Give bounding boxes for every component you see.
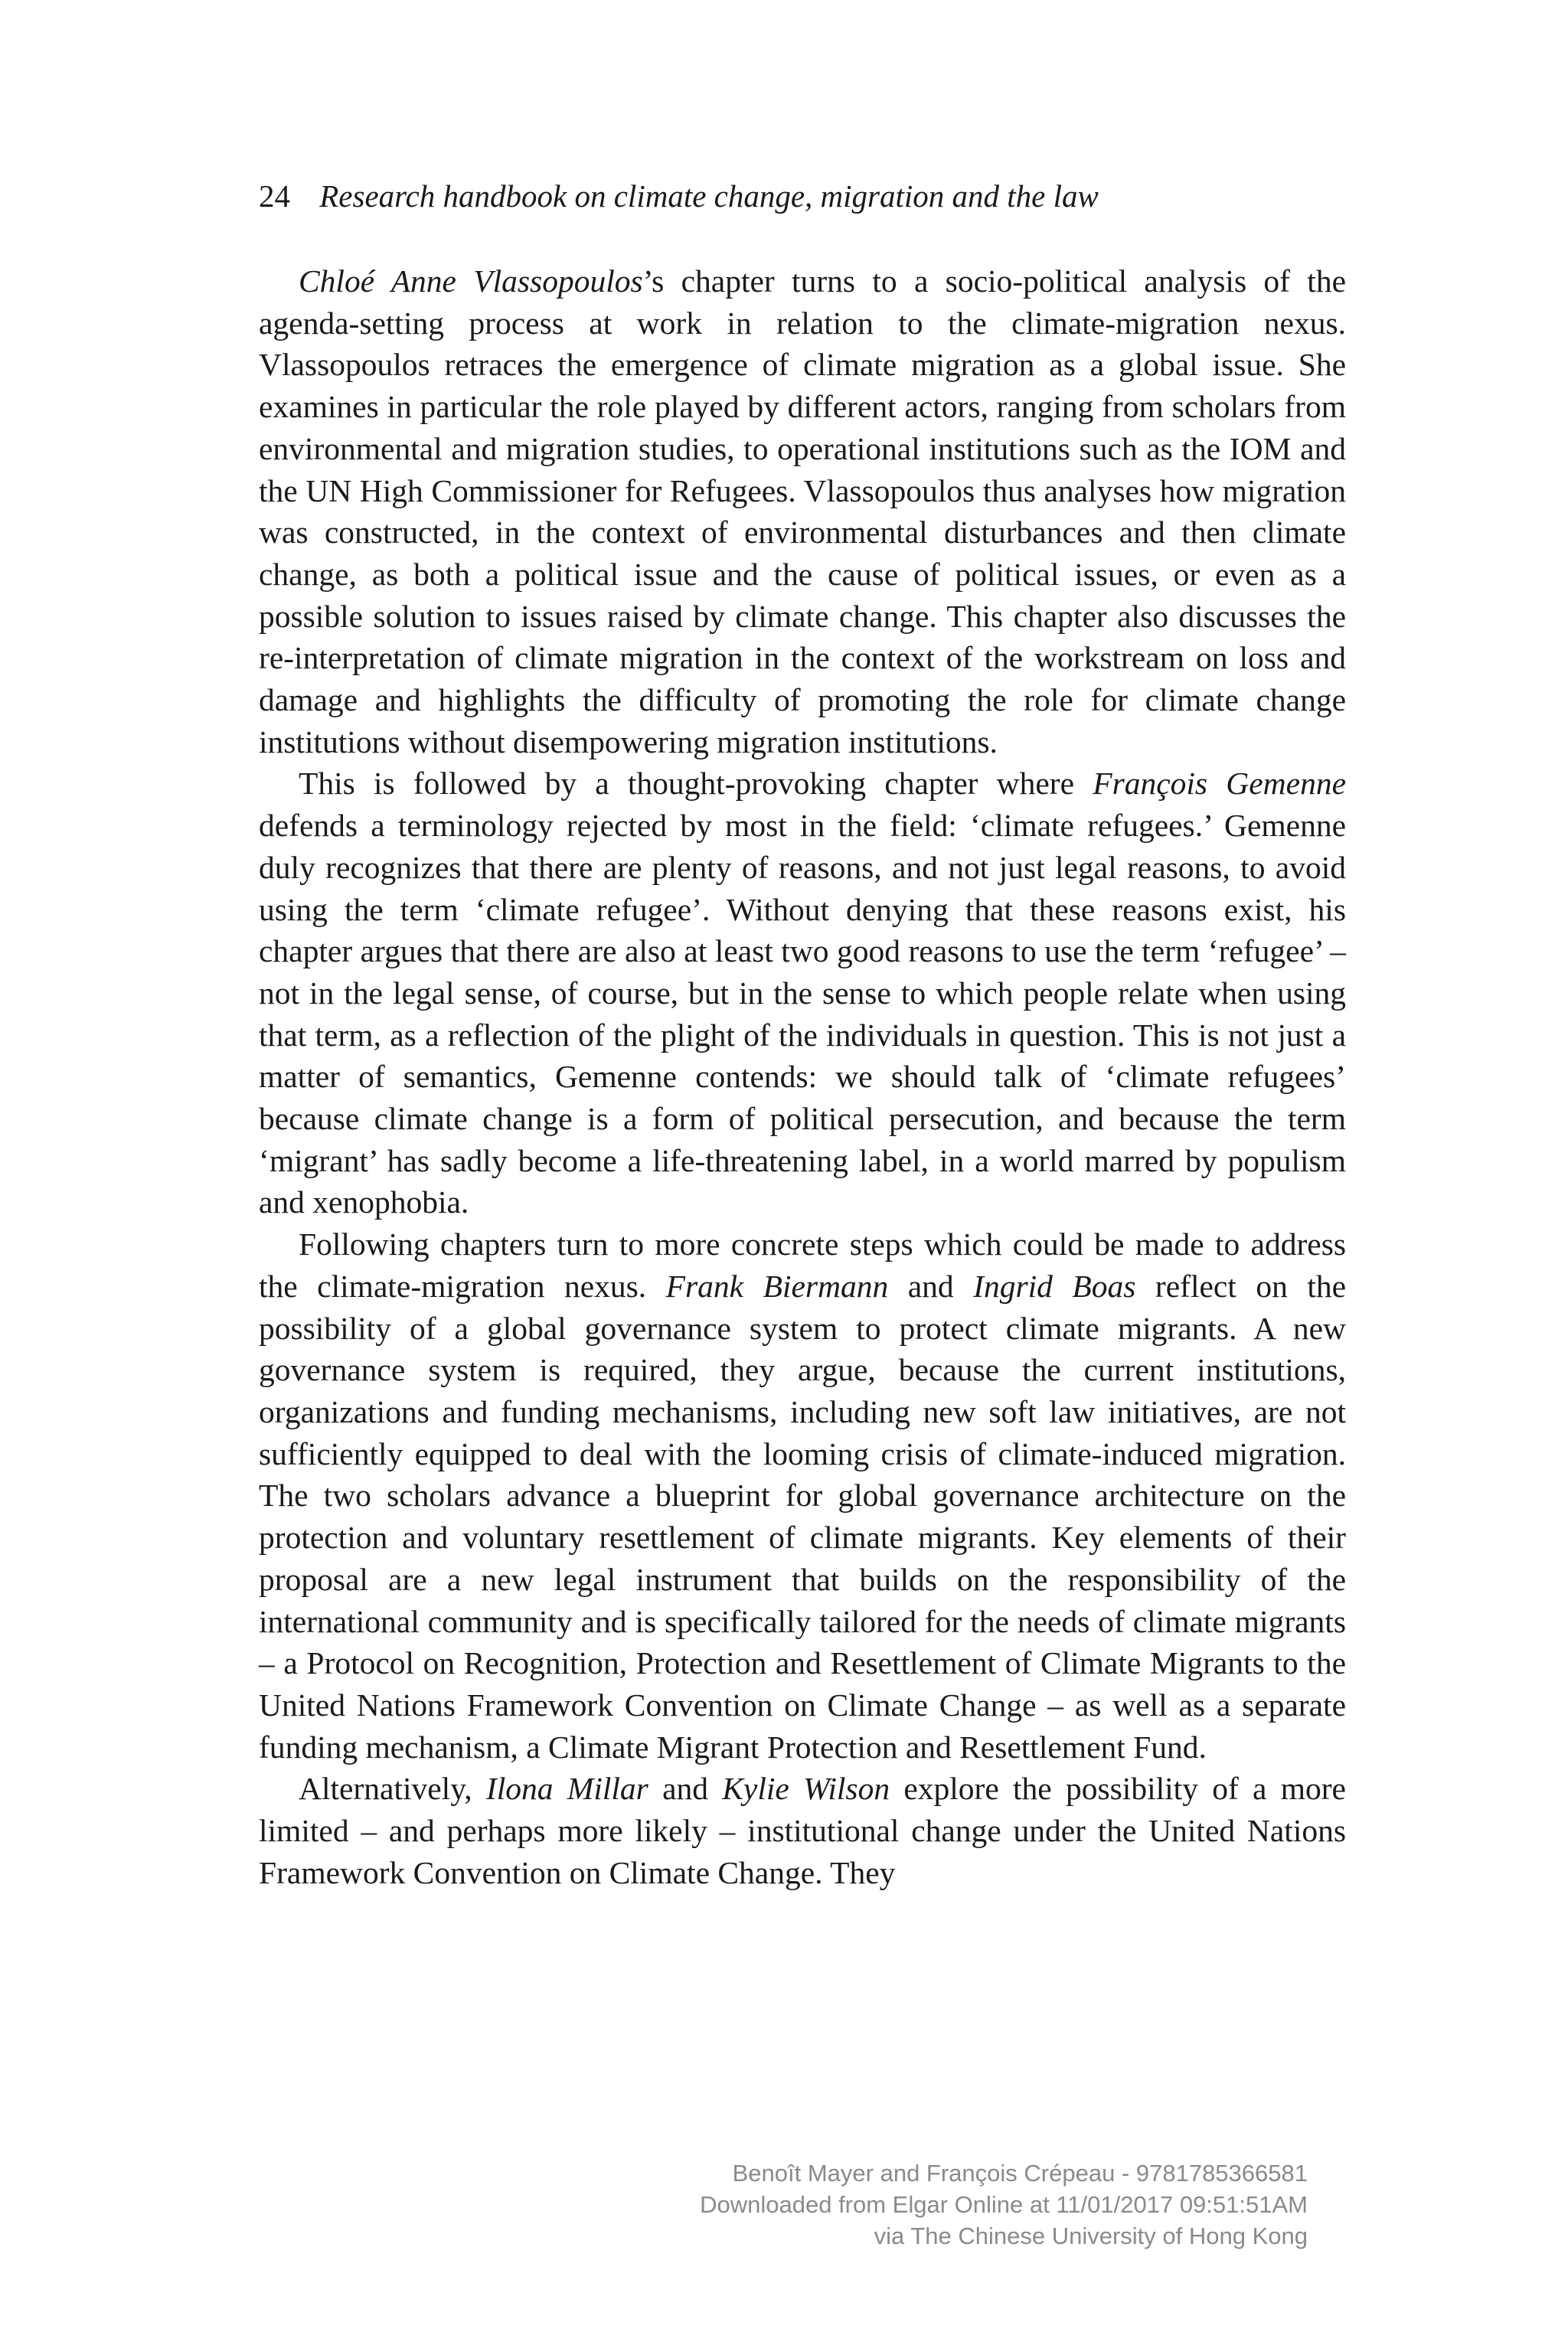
- text-run: explore the possibility of a more limited – and perhaps more likely – institutional change under the United Nations Framework Convention on Climate Change. They: [259, 1771, 1346, 1890]
- author-name: Chloé Anne Vlassopoulos: [299, 263, 643, 299]
- running-head: [259, 178, 1099, 214]
- text-run: reflect on the possibility of a global governance system to protect climate migrants. A new governance system is required, they argue, because the current institutions, organizations and funding mechanisms, including new soft law initiatives, are not sufficiently equipped to deal with the looming crisis of climate-induced migration. The two scholars advance a blueprint for global governance architecture on the protection and voluntary resettlement of climate migrants. Key elements of their proposal are a new legal instrument that builds on the responsibility of the international community and is specifically tailored for the needs of climate migrants – a Protocol on Recognition, Protection and Resettlement of Climate Migrants to the United Nations Framework Convention on Climate Change – as well as a separate funding mechanism, a Climate Migrant Protection and Resettlement Fund.: [259, 1268, 1347, 1765]
- text-run: and: [648, 1771, 723, 1807]
- footer-line-institution: via The Chinese University of Hong Kong: [874, 2223, 1308, 2249]
- text-run: and: [888, 1268, 974, 1304]
- paragraph: [259, 1223, 1346, 1768]
- author-name: Kylie Wilson: [722, 1771, 890, 1807]
- text-run: ’s chapter turns to a socio-political analysis of the agenda-setting process at work in relation to the climate-migration nexus. Vlassopoulos retraces the emergence of climate migration as a global issue. She examines in particular the role played by different actors, ranging from scholars from environmental and migration studies, to operational institutions such as the IOM and the UN High Commissioner for Refugees. Vlassopoulos thus analyses how migration was constructed, in the context of environmental disturbances and then climate change, as both a political issue and the cause of political issues, or even as a possible solution to issues raised by climate change. This chapter also discusses the re-interpretation of climate migration in the context of the workstream on loss and damage and highlights the difficulty of promoting the role for climate change institutions without disempowering migration institutions.: [259, 263, 1346, 759]
- book-title: Research handbook on climate change, migration and the law: [319, 178, 1099, 214]
- body-text: [259, 260, 1346, 1893]
- text-run: Following chapters turn to more concrete steps which could be made to address the climate-migration nexus.: [259, 1226, 1346, 1304]
- author-name: François Gemenne: [1093, 766, 1346, 802]
- author-name: Ingrid Boas: [973, 1268, 1136, 1304]
- text-run: defends a terminology rejected by most in the field: ‘climate refugees.’ Gemenne duly recognizes that there are plenty of reasons, and not just legal reasons, to avoid using the term ‘climate refugee’. Without denying that these reasons exist, his chapter argues that there are also at least two good reasons to use the term ‘refugee’ – not in the legal sense, of course, but in the sense to which people relate when using that term, as a reflection of the plight of the individuals in question. This is not just a matter of semantics, Gemenne contends: we should talk of ‘climate refugees’ because climate change is a form of political persecution, and because the term ‘migrant’ has sadly become a life-threatening label, in a world marred by populism and xenophobia.: [259, 808, 1346, 1220]
- paragraph: [259, 260, 1346, 763]
- download-footer: [700, 2157, 1308, 2252]
- author-name: Frank Biermann: [665, 1268, 889, 1304]
- text-run: This is followed by a thought-provoking chapter where: [299, 766, 1093, 802]
- page-number: 24: [259, 178, 290, 214]
- footer-line-authors: Benoît Mayer and François Crépeau - 9781785366581: [732, 2160, 1308, 2187]
- text-run: Alternatively,: [299, 1771, 486, 1807]
- paragraph: [259, 763, 1346, 1223]
- author-name: Ilona Millar: [485, 1771, 648, 1807]
- paragraph: [259, 1768, 1346, 1893]
- footer-line-download: Downloaded from Elgar Online at 11/01/2017 09:51:51AM: [700, 2191, 1308, 2218]
